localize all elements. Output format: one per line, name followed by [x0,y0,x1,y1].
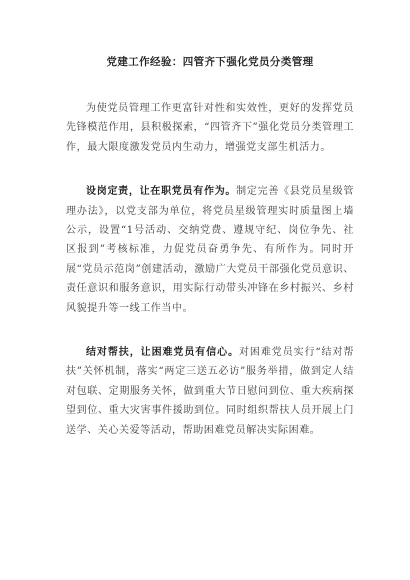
section-1-body: 制定完善《县党员星级管理办法》，以党支部为单位，将党员星级管理实时质量图上墙公示，设置“1号活动、交纳党费、遵规守纪、岗位争先、社区报到”考核标准，力促党员奋勇争先、有所作为。同时开展“党员示范岗”创建活动，激励广大党员干部强化党员意识、责任意识和服务意识，用实际行动带头冲锋在乡村振兴、乡村风貌提升等一线工作当中。 [66,186,354,314]
section-2-lead: 结对帮扶，让困难党员有信心。 [86,347,239,359]
section-1-lead: 设岗定责，让在职党员有作为。 [86,186,237,198]
section-2-body: 对困难党员实行“结对帮扶”关怀机制，落实“两定三送五必访”服务举措，做到定人结对包联、定期服务关怀，做到重大节日慰问到位、重大疾病探望到位、重大灾害事件援助到位。同时组织帮扶人员开展上门送学、关心关爱等活动，帮助困难党员解决实际困难。 [66,347,354,436]
document-title: 党建工作经验：四管齐下强化党员分类管理 [106,56,314,68]
intro-paragraph: 为使党员管理工作更富针对性和实效性，更好的发挥党员先锋模范作用，县积极探索，“四管齐下”强化党员分类管理工作，最大限度激发党员内生动力，增强党支部生机活力。 [66,103,354,153]
section-paragraph-1 [66,182,354,318]
section-paragraph-2 [66,343,354,440]
